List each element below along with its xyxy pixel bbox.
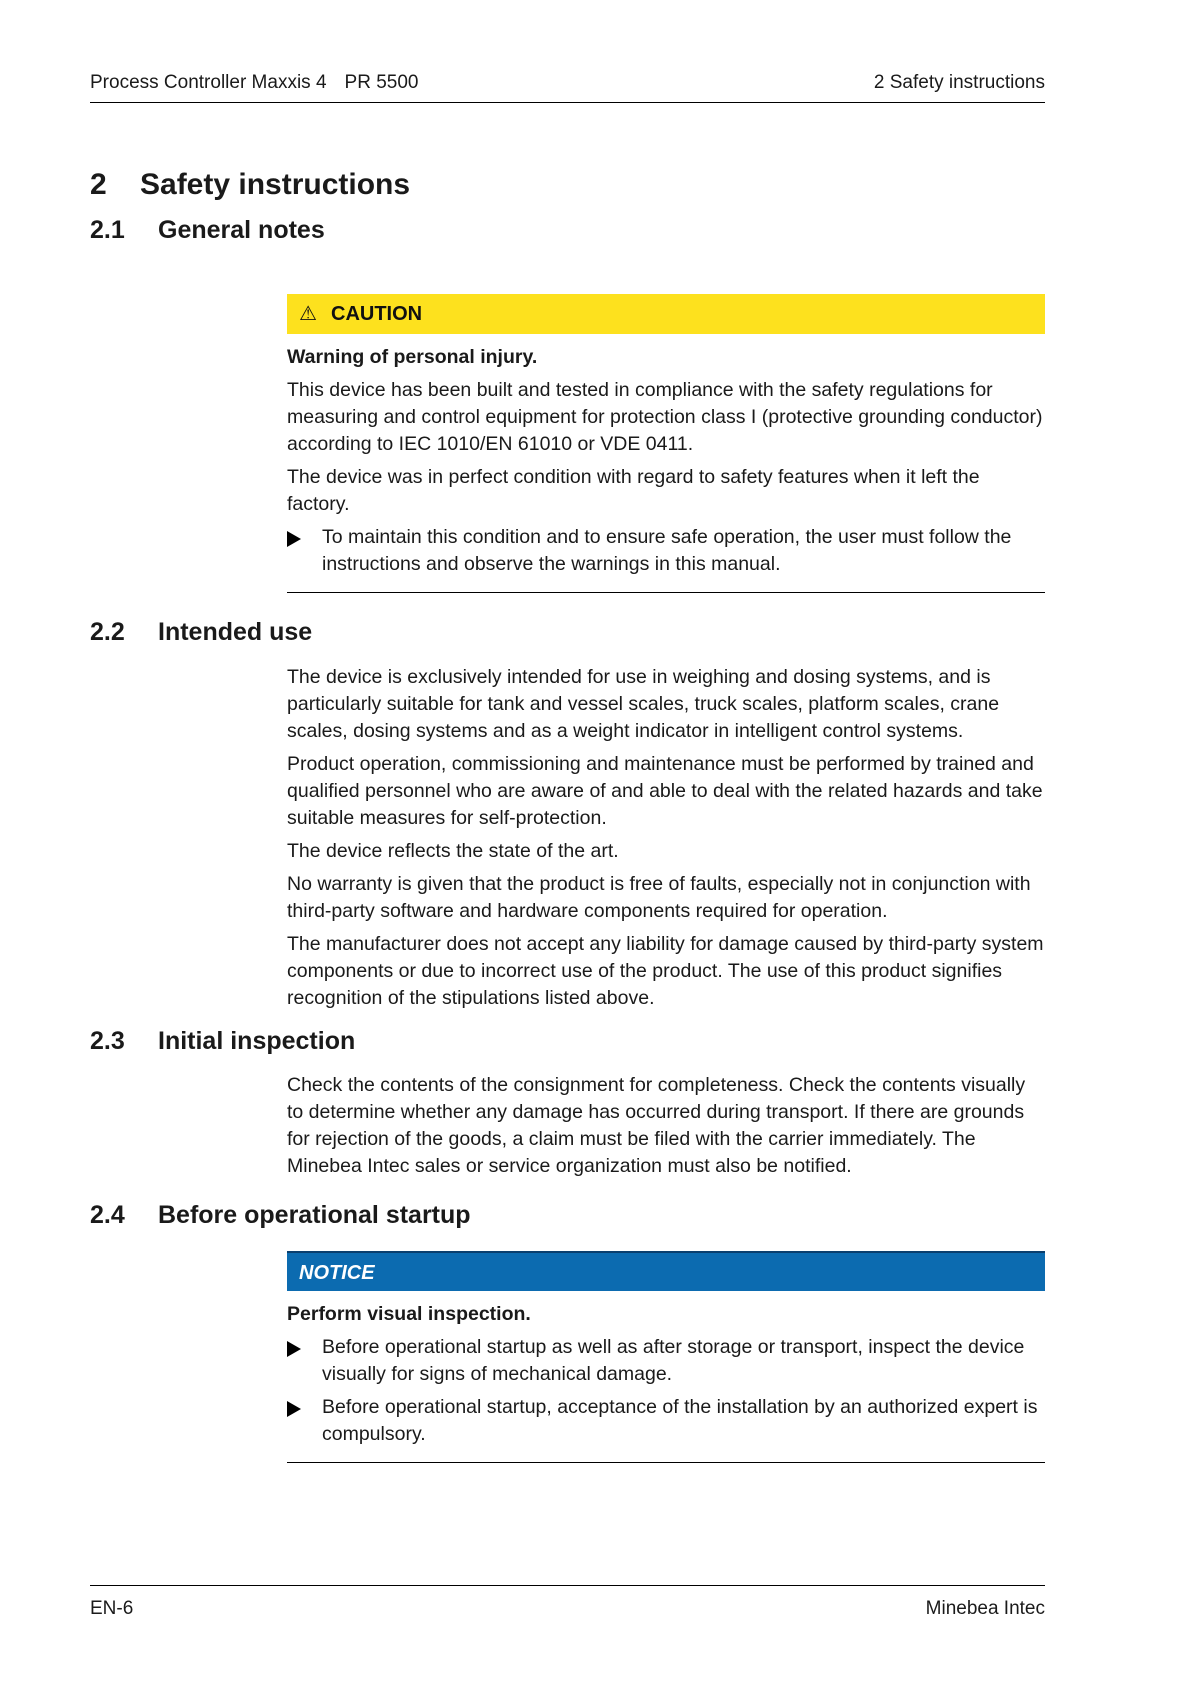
section-title: General notes (158, 216, 325, 244)
list-item (287, 1394, 1045, 1448)
divider (287, 584, 1045, 593)
section-heading-2-4 (90, 1201, 471, 1230)
page-footer (90, 1585, 1045, 1619)
section-title: Initial inspection (158, 1027, 356, 1055)
paragraph: The manufacturer does not accept any liability for damage caused by third-party system components or due to incorrect use of the product. The use of this product signifies recognition of the stipulations listed above. (287, 933, 1044, 1009)
section-number: 2.4 (90, 1201, 125, 1229)
notice-subtitle: Perform visual inspection. (287, 1303, 531, 1325)
caution-box (287, 294, 1045, 593)
chapter-title: Safety instructions (140, 168, 411, 201)
triangle-right-icon (287, 1401, 301, 1417)
section-title: Before operational startup (158, 1201, 471, 1229)
notice-box (287, 1251, 1045, 1463)
paragraph: No warranty is given that the product is free of faults, especially not in conjunction with third-party software and hardware components required for operation. (287, 873, 1031, 922)
list-item-text: To maintain this condition and to ensure safe operation, the user must follow the instructions and observe the warnings in this manual. (322, 526, 1012, 575)
initial-inspection-body (287, 1072, 1045, 1186)
caution-label: CAUTION (331, 303, 423, 325)
list-item (287, 524, 1045, 578)
caution-subtitle: Warning of personal injury. (287, 346, 538, 368)
section-heading-2-2 (90, 618, 312, 647)
paragraph: The device reflects the state of the art. (287, 840, 619, 862)
paragraph: Check the contents of the consignment for completeness. Check the contents visually to determine whether any damage has occurred during transport. If there are grounds for rejection of the goods, a claim must be filed with the carrier immediately. The Minebea Intec sales or service organization must also be notified. (287, 1074, 1026, 1177)
caution-banner (287, 294, 1045, 334)
caution-paragraph: This device has been built and tested in compliance with the safety regulations for measuring and control equipment for protection class I (protective grounding conductor) according to IEC 1010/EN 61010 or VDE 0411. (287, 379, 1043, 455)
chapter-number: 2 (90, 168, 107, 201)
intended-use-body (287, 664, 1045, 1018)
section-number: 2.2 (90, 618, 125, 646)
header-model: PR 5500 (344, 72, 419, 93)
triangle-right-icon (287, 531, 301, 547)
list-item-text: Before operational startup as well as after storage or transport, inspect the device visually for signs of mechanical damage. (322, 1336, 1025, 1385)
page-header (90, 72, 1045, 103)
notice-banner (287, 1251, 1045, 1291)
paragraph: The device is exclusively intended for use in weighing and dosing systems, and is particularly suitable for tank and vessel scales, truck scales, platform scales, crane scales, dosing systems and as a weight indicator in intelligent control systems. (287, 666, 1000, 742)
paragraph: Product operation, commissioning and maintenance must be performed by trained and qualified personnel who are aware of and able to deal with the related hazards and take suitable measures for self-protection. (287, 753, 1043, 829)
section-heading-2-1 (90, 216, 325, 245)
page-number: EN-6 (90, 1598, 134, 1619)
warning-triangle-icon: ⚠ (299, 303, 317, 325)
chapter-heading (90, 168, 410, 202)
list-item (287, 1334, 1045, 1388)
section-number: 2.3 (90, 1027, 125, 1055)
header-chapter: 2 Safety instructions (873, 72, 1045, 93)
notice-label: NOTICE (299, 1262, 375, 1284)
caution-paragraph: The device was in perfect condition with regard to safety features when it left the factory. (287, 466, 980, 515)
section-title: Intended use (158, 618, 313, 646)
section-number: 2.1 (90, 216, 125, 244)
header-product: Process Controller Maxxis 4 (90, 72, 327, 93)
divider (287, 1454, 1045, 1463)
section-heading-2-3 (90, 1027, 355, 1056)
triangle-right-icon (287, 1341, 301, 1357)
footer-brand: Minebea Intec (925, 1598, 1045, 1619)
list-item-text: Before operational startup, acceptance of the installation by an authorized expert is compulsory. (322, 1396, 1038, 1445)
